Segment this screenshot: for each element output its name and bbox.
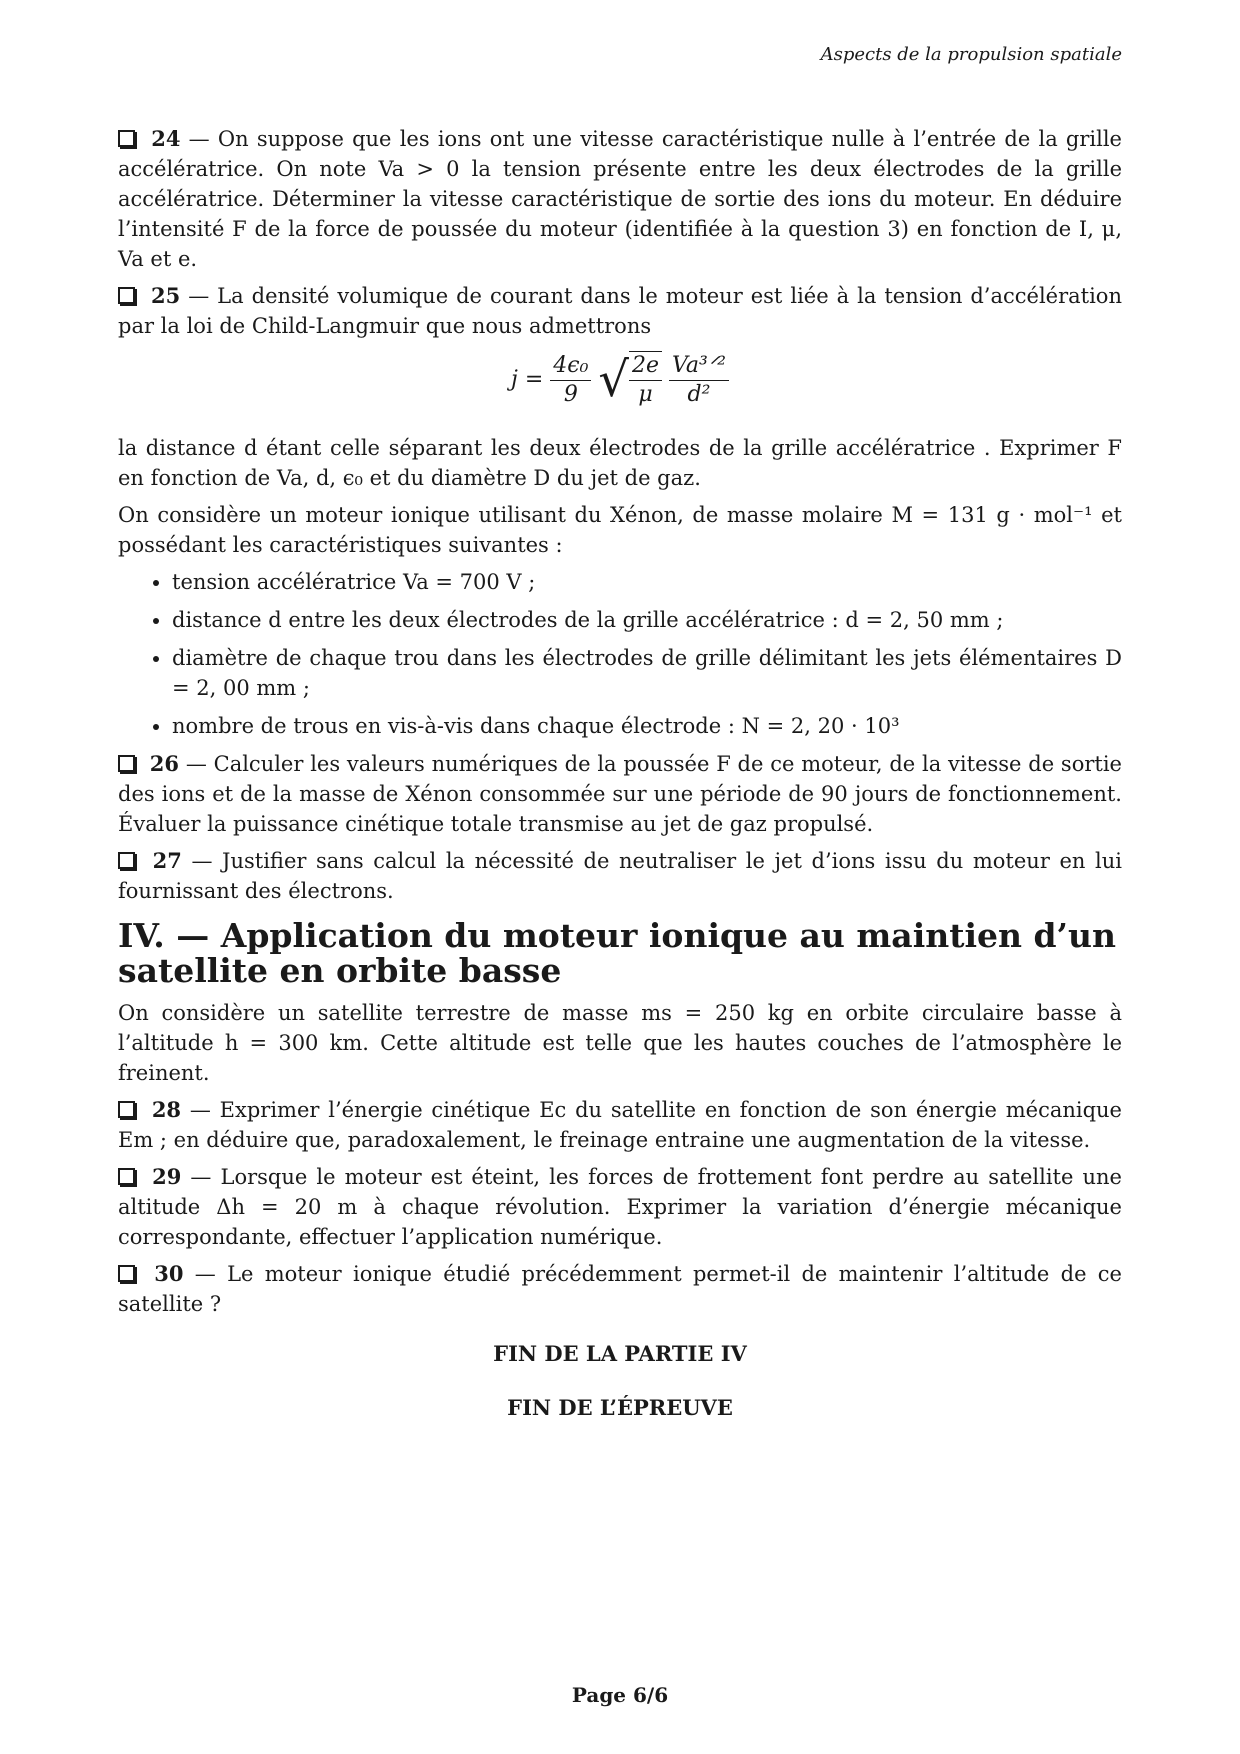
running-header: Aspects de la propulsion spatiale [820, 44, 1122, 65]
fraction-denominator: 9 [563, 381, 578, 407]
fraction-denominator: μ [638, 382, 653, 407]
equation-lhs: j = [511, 367, 544, 392]
question-29 [118, 1162, 1122, 1252]
checkbox-icon [118, 852, 135, 869]
paragraph-xenon-intro: On considère un moteur ionique utilisant du Xénon, de masse molaire M = 131 g · mol⁻¹ et possédant les caractéristiques suivantes : [118, 503, 1122, 557]
radical-sign: √ [598, 352, 629, 408]
child-langmuir-equation [118, 351, 1122, 421]
fraction-radicand [629, 352, 662, 409]
characteristics-list [118, 567, 1122, 741]
section-heading: IV. — Application du moteur ionique au maintien d’un satellite en orbite basse [118, 916, 1117, 990]
fraction-voltage [669, 352, 729, 409]
fraction-denominator: d² [687, 381, 711, 407]
question-number: 28 [151, 1097, 182, 1122]
page-content [118, 124, 1122, 1447]
question-text: — On suppose que les ions ont une vitesse caractéristique nulle à l’entrée de la grille accélératrice. On note Va > 0 la tension présente entre les deux électrodes de la grille accélératrice. Déterminer la vitesse caractéristique de sortie des ions du moteur. En déduire l’intensité F de la force de poussée du moteur (identifiée à la question 3) en fonction de I, μ, Va et e. [118, 127, 1122, 271]
fraction-numerator: 4ϵ₀ [550, 352, 591, 381]
fraction-numerator: 2e [629, 352, 662, 381]
checkbox-icon [118, 1101, 135, 1118]
checkbox-icon [118, 130, 135, 147]
checkbox-icon [118, 755, 135, 772]
question-number: 25 [150, 283, 181, 308]
paragraph-section-intro: On considère un satellite terrestre de masse ms = 250 kg en orbite circulaire basse à l’altitude h = 300 km. Cette altitude est telle que les hautes couches de l’atmosphère le freinent. [118, 1001, 1122, 1085]
fraction-constant [550, 352, 591, 409]
question-text: — Lorsque le moteur est éteint, les forces de frottement font perdre au satellite une altitude Δh = 20 m à chaque révolution. Exprimer la variation d’énergie mécanique correspondante, effectuer l’application numérique. [118, 1165, 1122, 1249]
question-number: 27 [152, 848, 182, 873]
end-of-part: FIN DE LA PARTIE IV [493, 1341, 747, 1366]
question-text: — Justifier sans calcul la nécessité de neutraliser le jet d’ions issu du moteur en lui fournissant des électrons. [118, 849, 1122, 903]
question-28 [118, 1095, 1122, 1155]
question-25 [118, 281, 1122, 341]
paragraph-after-equation: la distance d étant celle séparant les deux électrodes de la grille accélératrice . Exprimer F en fonction de Va, d, ϵ₀ et du diamètre D du jet de gaz. [118, 436, 1122, 490]
end-of-exam: FIN DE L’ÉPREUVE [507, 1395, 733, 1420]
radicand [629, 351, 662, 409]
question-number: 29 [152, 1164, 182, 1189]
list-item: • nombre de trous en vis-à-vis dans chaque électrode : N = 2, 20 · 10³ [172, 711, 1122, 741]
page-number: Page 6/6 [571, 1683, 669, 1707]
checkbox-icon [118, 1168, 135, 1185]
question-text: — Exprimer l’énergie cinétique Ec du satellite en fonction de son énergie mécanique Em ; en déduire que, paradoxalement, le freinage entraine une augmentation de la vitesse. [118, 1098, 1122, 1152]
question-number: 24 [151, 126, 181, 151]
question-number: 30 [154, 1261, 184, 1286]
question-24 [118, 124, 1122, 274]
question-27 [118, 846, 1122, 906]
fraction-numerator: Va³ᐟ² [669, 352, 729, 381]
square-root [598, 351, 662, 409]
list-item: • diamètre de chaque trou dans les électrodes de grille délimitant les jets élémentaires D = 2, 00 mm ; [172, 643, 1122, 703]
question-30 [118, 1259, 1122, 1319]
list-item: • distance d entre les deux électrodes de la grille accélératrice : d = 2, 50 mm ; [172, 605, 1122, 635]
question-text: — Le moteur ionique étudié précédemment permet-il de maintenir l’altitude de ce satellite ? [118, 1262, 1122, 1316]
checkbox-icon [118, 287, 135, 304]
question-number: 26 [149, 751, 180, 776]
question-text: — La densité volumique de courant dans le moteur est liée à la tension d’accélération par la loi de Child-Langmuir que nous admettrons [118, 284, 1122, 338]
list-item: • tension accélératrice Va = 700 V ; [172, 567, 1122, 597]
question-26 [118, 749, 1122, 839]
question-text: — Calculer les valeurs numériques de la poussée F de ce moteur, de la vitesse de sortie des ions et de la masse de Xénon consommée sur une période de 90 jours de fonctionnement. Évaluer la puissance cinétique totale transmise au jet de gaz propulsé. [118, 752, 1122, 836]
checkbox-icon [118, 1265, 135, 1282]
